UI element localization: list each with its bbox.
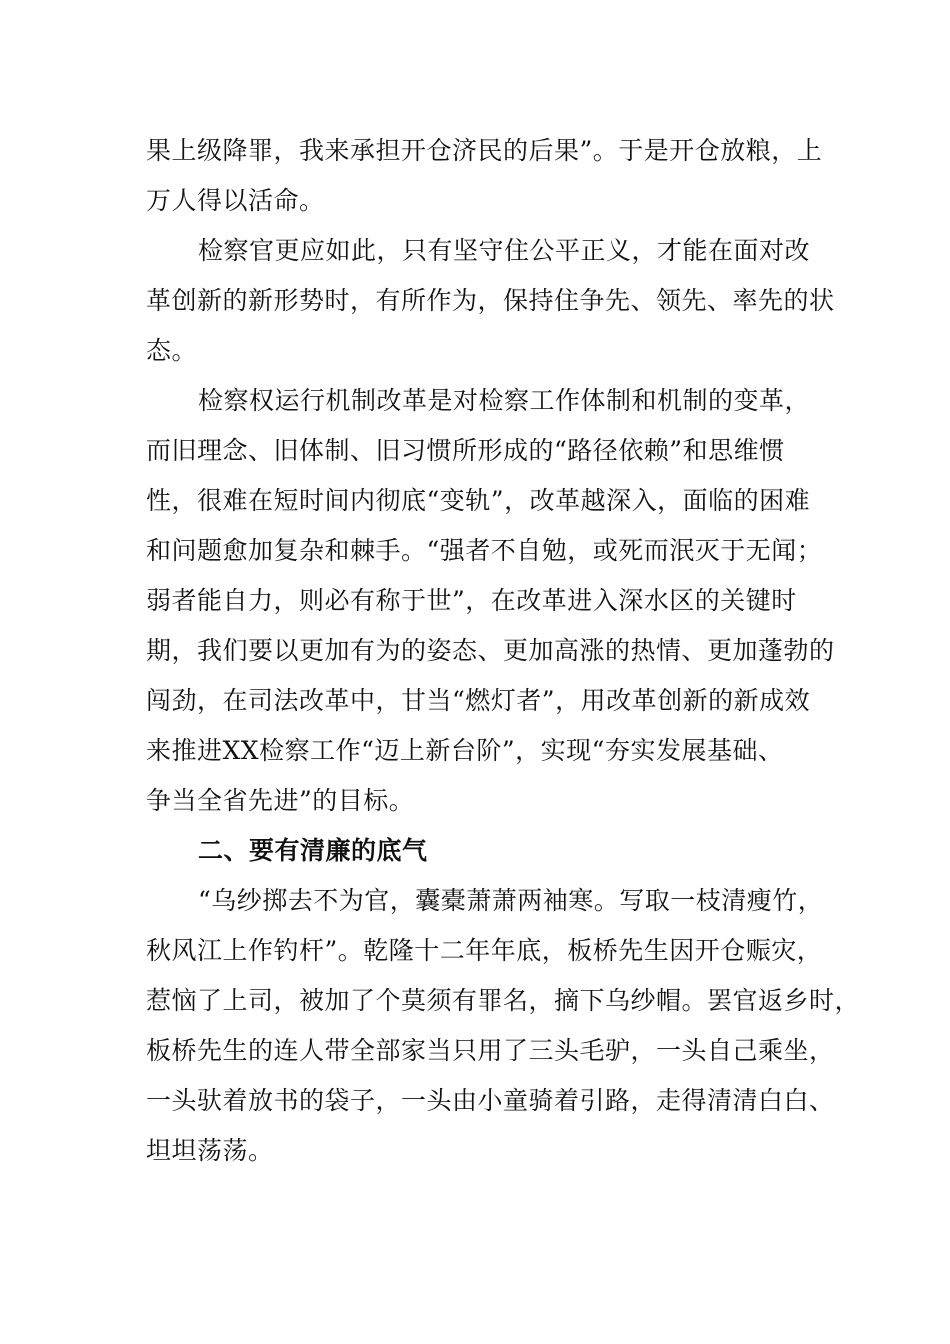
text-line: 惹恼了上司，被加了个莫须有罪名，摘下乌纱帽。罢官返乡时， bbox=[146, 986, 861, 1015]
text-line: 检察官更应如此，只有坚守住公平正义，才能在面对改 bbox=[198, 236, 811, 265]
text-line: 期，我们要以更加有为的姿态、更加高涨的热情、更加蓬勃的 bbox=[146, 636, 835, 665]
paragraph bbox=[146, 376, 835, 826]
text-line: 性，很难在短时间内彻底“变轨”，改革越深入，面临的困难 bbox=[146, 486, 811, 515]
text-line: 来推进XX检察工作“迈上新台阶”，实现“夯实发展基础、 bbox=[146, 736, 784, 765]
text-line: 坦坦荡荡。 bbox=[146, 1136, 274, 1165]
text-line: 革创新的新形势时，有所作为，保持住争先、领先、率先的状 bbox=[146, 286, 835, 315]
section-heading-block bbox=[146, 826, 811, 876]
paragraph bbox=[146, 876, 861, 1176]
text-line: 板桥先生的连人带全部家当只用了三头毛驴，一头自己乘坐， bbox=[146, 1036, 835, 1065]
text-line: 态。 bbox=[146, 336, 198, 365]
document-body bbox=[146, 126, 861, 1176]
text-line: “乌纱掷去不为官，囊橐萧萧两袖寒。写取一枝清瘦竹， bbox=[198, 886, 824, 915]
paragraph bbox=[146, 226, 835, 376]
paragraph bbox=[146, 126, 823, 226]
text-line: 检察权运行机制改革是对检察工作体制和机制的变革， bbox=[198, 386, 811, 415]
text-line: 弱者能自力，则必有称于世”，在改革进入深水区的关键时 bbox=[146, 586, 797, 615]
text-line: 一头驮着放书的袋子，一头由小童骑着引路，走得清清白白、 bbox=[146, 1086, 835, 1115]
text-line: 果上级降罪，我来承担开仓济民的后果”。于是开仓放粮，上 bbox=[146, 136, 823, 165]
text-line: 和问题愈加复杂和棘手。“强者不自勉，或死而泯灭于无闻； bbox=[146, 536, 823, 565]
text-line: 而旧理念、旧体制、旧习惯所形成的“路径依赖”和思维惯 bbox=[146, 436, 785, 465]
text-line: 秋风江上作钓杆”。乾隆十二年年底，板桥先生因开仓赈灾， bbox=[146, 936, 823, 965]
section-heading: 二、要有清廉的底气 bbox=[198, 836, 428, 865]
text-line: 争当全省先进”的目标。 bbox=[146, 786, 415, 815]
text-line: 闯劲，在司法改革中，甘当“燃灯者”，用改革创新的新成效 bbox=[146, 686, 811, 715]
text-line: 万人得以活命。 bbox=[146, 186, 325, 215]
